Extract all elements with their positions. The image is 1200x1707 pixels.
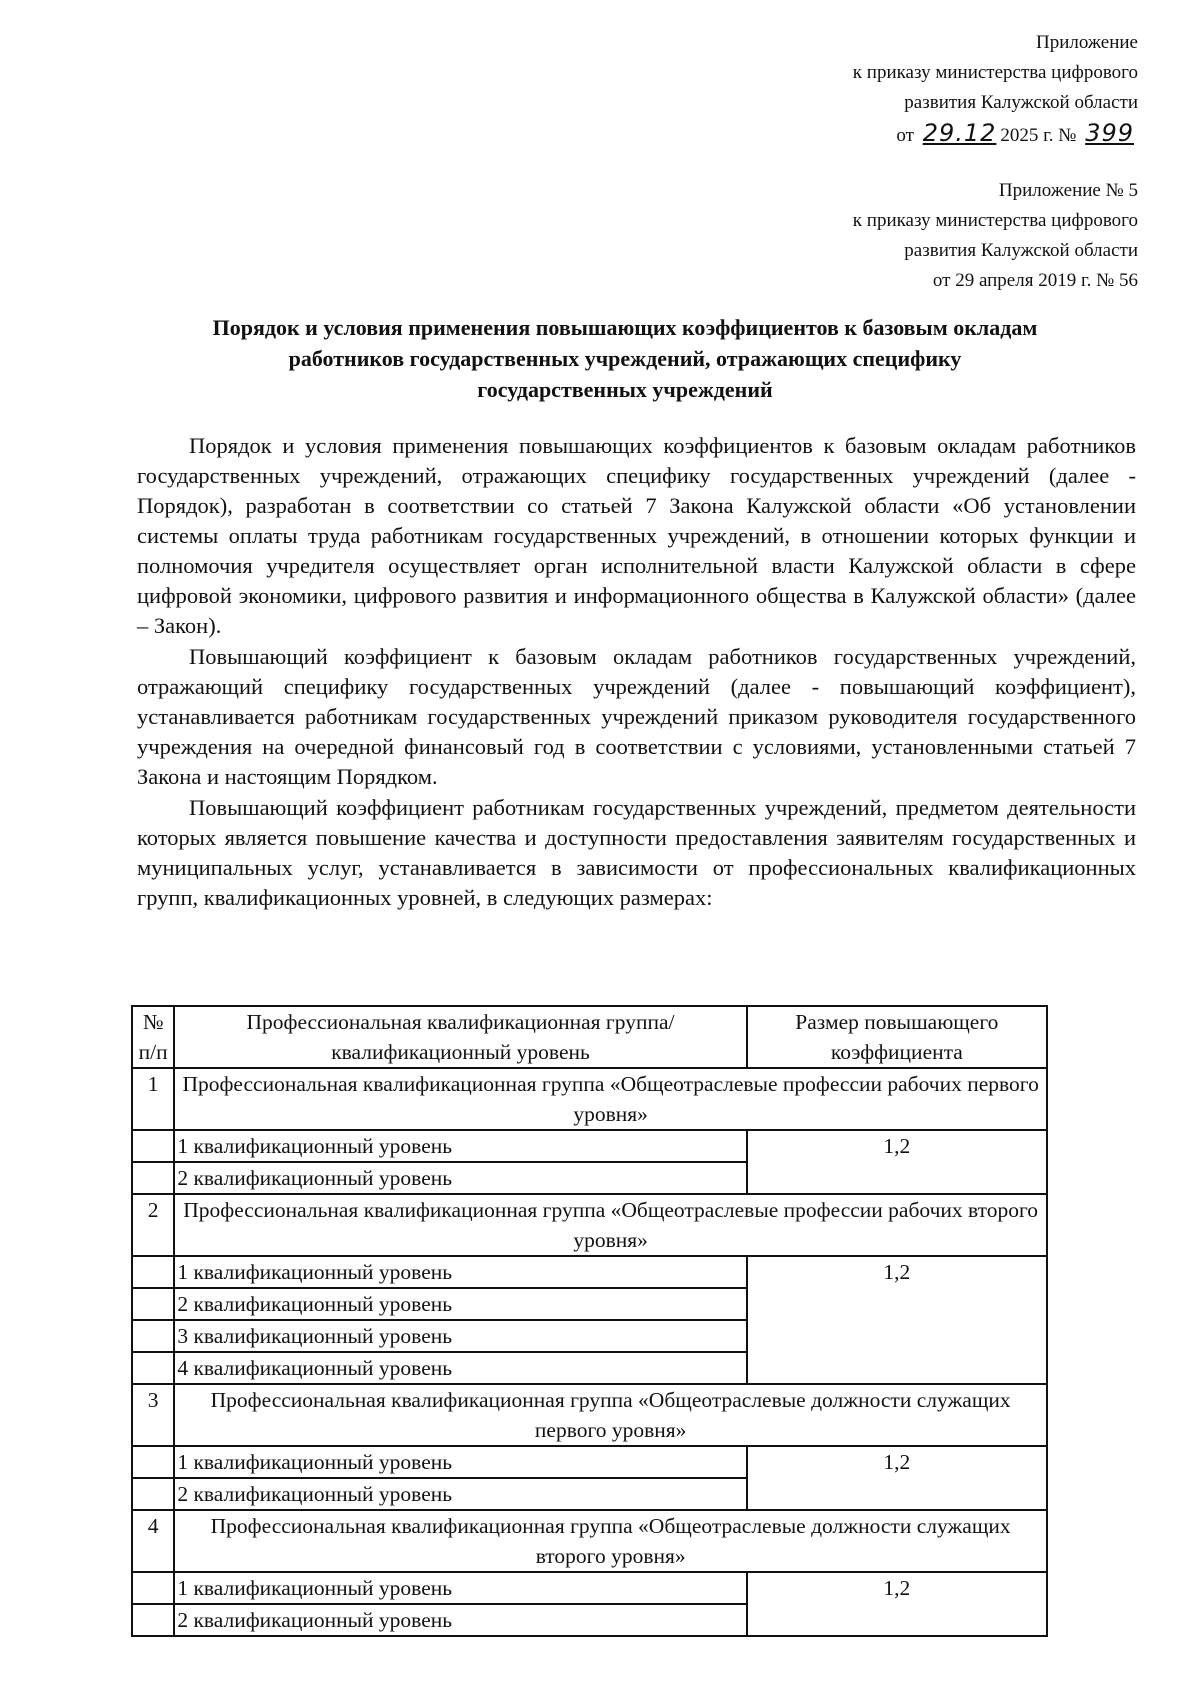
header-line: к приказу министерства цифрового	[852, 62, 1138, 83]
header-line: Приложение	[1036, 32, 1138, 53]
group-number: 1	[132, 1068, 174, 1130]
level-name: 1 квалификационный уровень	[174, 1572, 746, 1604]
document-title	[130, 312, 1120, 405]
table-header-row	[132, 1006, 1047, 1068]
group-name: Профессиональная квалификационная группа «Общеотраслевые должности служащих второго уровня»	[174, 1510, 1047, 1572]
coefficient-value: 1,2	[747, 1446, 1047, 1510]
coefficient-table	[131, 1005, 1048, 1637]
header-line: к приказу министерства цифрового	[852, 210, 1138, 231]
header-line: Приложение № 5	[998, 180, 1138, 201]
title-line: государственных учреждений	[477, 377, 773, 402]
appendix-header-current	[718, 28, 1138, 151]
group-number: 3	[132, 1384, 174, 1446]
group-number: 2	[132, 1194, 174, 1256]
level-row	[132, 1572, 1047, 1604]
title-line: Порядок и условия применения повышающих коэффициентов к базовым окладам	[212, 315, 1038, 340]
date-prefix: от	[896, 125, 914, 146]
level-row	[132, 1130, 1047, 1162]
handwritten-number: 399	[1085, 119, 1134, 147]
level-row	[132, 1256, 1047, 1288]
level-name: 1 квалификационный уровень	[174, 1130, 746, 1162]
paragraph: Порядок и условия применения повышающих коэффициентов к базовым окладам работников государственных учреждений, отражающих специфику государственных учреждений (далее - Порядок), разработан в соответствии со статьей 7 Закона Калужской области «Об установлении системы оплаты труда работникам государственных учреждений, в отношении которых функции и полномочия учредителя осуществляет орган исполнительной власти Калужской области в сфере цифровой экономики, цифрового развития и информационного общества в Калужской области» (далее – Закон).	[137, 433, 1136, 638]
level-name: 4 квалификационный уровень	[174, 1352, 746, 1384]
level-name: 3 квалификационный уровень	[174, 1320, 746, 1352]
level-name: 1 квалификационный уровень	[174, 1446, 746, 1478]
level-name: 1 квалификационный уровень	[174, 1256, 746, 1288]
handwritten-date: 29.12	[922, 119, 997, 147]
header-coefficient: Размер повышающего коэффициента	[747, 1006, 1047, 1068]
header-group: Профессиональная квалификационная группа/квалификационный уровень	[174, 1006, 746, 1068]
title-line: работников государственных учреждений, отражающих специфику	[288, 346, 962, 371]
level-name: 2 квалификационный уровень	[174, 1162, 746, 1194]
group-row	[132, 1068, 1047, 1130]
group-number: 4	[132, 1510, 174, 1572]
header-line: развития Калужской области	[904, 92, 1138, 113]
appendix-header-previous	[718, 176, 1138, 296]
level-name: 2 квалификационный уровень	[174, 1478, 746, 1510]
paragraph: Повышающий коэффициент к базовым окладам работников государственных учреждений, отражающий специфику государственных учреждений (далее - повышающий коэффициент), устанавливается работникам государственных учреждений приказом руководителя государственного учреждения на очередной финансовый год в соответствии с условиями, установленными статьей 7 Закона и настоящим Порядком.	[137, 644, 1136, 789]
header-number: № п/п	[132, 1006, 174, 1068]
order-date-line	[718, 118, 1138, 151]
coefficient-value: 1,2	[747, 1256, 1047, 1384]
level-name: 2 квалификационный уровень	[174, 1288, 746, 1320]
group-name: Профессиональная квалификационная группа «Общеотраслевые должности служащих первого уровня»	[174, 1384, 1047, 1446]
header-line: развития Калужской области	[904, 240, 1138, 261]
paragraph: Повышающий коэффициент работникам государственных учреждений, предметом деятельности которых является повышение качества и доступности предоставления заявителям государственных и муниципальных услуг, устанавливается в зависимости от профессиональных квалификационных групп, квалификационных уровней, в следующих размерах:	[137, 795, 1136, 910]
group-row	[132, 1384, 1047, 1446]
level-name: 2 квалификационный уровень	[174, 1604, 746, 1636]
coefficient-value: 1,2	[747, 1130, 1047, 1194]
date-mid: 2025 г. №	[1000, 125, 1077, 146]
level-row	[132, 1446, 1047, 1478]
group-row	[132, 1194, 1047, 1256]
document-body	[137, 431, 1136, 913]
group-name: Профессиональная квалификационная группа «Общеотраслевые профессии рабочих первого уровня»	[174, 1068, 1047, 1130]
coefficient-value: 1,2	[747, 1572, 1047, 1636]
group-name: Профессиональная квалификационная группа «Общеотраслевые профессии рабочих второго уровня»	[174, 1194, 1047, 1256]
group-row	[132, 1510, 1047, 1572]
header-line: от 29 апреля 2019 г. № 56	[932, 270, 1138, 291]
